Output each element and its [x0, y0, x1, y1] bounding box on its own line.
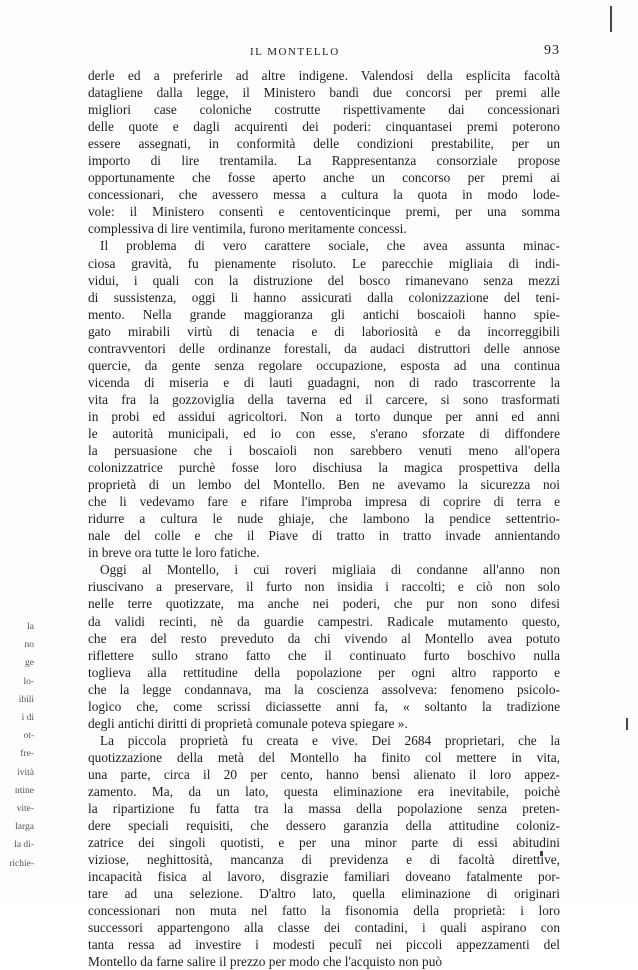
text-line: dere speciali requisiti, che dessero garanzia della attitudine coloniz- [88, 818, 560, 834]
text-line: di sussistenza, oggi li hanno assicurati dalla colonizzazione del teni- [88, 289, 560, 305]
text-line: toglieva alla rettitudine della popolazione per ogni altro rapporto e [88, 664, 560, 680]
text-line: ridurre a cultura le nude ghiaje, che lambono la pendice settentrio- [88, 511, 560, 527]
text-line: nelle terre quotizzate, ma anche nei poderi, che pur non sono difesi [88, 596, 560, 612]
margin-note: no [24, 640, 34, 651]
text-line: mento. Nella grande maggioranza gli antichi boscaioli hanno spie- [88, 306, 560, 322]
margin-note: la [27, 622, 34, 632]
text-line: quercie, da gente senza regolare occupazione, esposta ad una continua [88, 357, 560, 373]
text-line: complessiva di lire ventimila, furono meritamente concessi. [88, 221, 407, 237]
margin-bleed-through-text [0, 618, 34, 873]
margin-note: vite- [16, 804, 34, 815]
scan-edge-mark-top [610, 6, 612, 32]
text-line: essere assegnati, in conformità delle condizioni prestabilite, per un [88, 136, 560, 152]
scan-edge-mark-right [626, 718, 628, 730]
body-text [88, 67, 560, 970]
text-line: proprietà di un lembo del Montello. Ben ne avevamo la sicurezza noi [88, 477, 560, 493]
running-head [90, 43, 560, 62]
text-line: ciosa gravità, fu pienamente risoluto. Le parecchie migliaia di indi- [88, 255, 560, 271]
margin-note: la di- [14, 840, 34, 851]
text-line: Il problema di vero carattere sociale, che avea assunta minac- [100, 238, 560, 254]
text-line: viziose, neghittosità, mancanza di previdenza e di facoltà direttive, [88, 852, 560, 868]
text-line: La piccola proprietà fu creata e vive. Dei 2684 proprietari, che la [100, 732, 560, 748]
text-line: incapacità fisica al lavoro, disgrazie familiari doveano fatalmente por- [88, 869, 560, 885]
text-line: logico che, come scrissi diciassette anni fa, « soltanto la tradizione [88, 698, 560, 714]
text-line: in breve ora tutte le loro fatiche. [88, 545, 260, 561]
running-title: IL MONTELLO [250, 46, 340, 58]
text-line: concessionari non muta nel fatto la fisonomia della proprietà: i loro [88, 903, 560, 919]
text-line: la ripartizione fu fatta tra la massa della popolazione senza preten- [88, 801, 560, 817]
text-line: tare ad una selezione. D'altro lato, quella eliminazione di originari [88, 886, 560, 902]
margin-note: ge [25, 658, 34, 669]
text-line: in probi ed assidui agricoltori. Non a torto dunque per anni ed anni [88, 408, 560, 424]
text-line: contravventori delle ordinanze forestali, da audaci distruttori delle annose [88, 340, 560, 356]
text-line: le autorità municipali, ed io con esse, s'erano sforzate di diffondere [88, 425, 560, 441]
margin-note: fre- [20, 749, 34, 760]
text-line: colonizzatrice purchè fosse loro dischiusa la magica prospettiva della [88, 460, 560, 476]
text-line: derle ed a preferirle ad altre indigene. Valendosi della esplicita facoltà [88, 68, 560, 83]
text-line: che era del resto preveduto da chi vivendo al Montello avea potuto [88, 630, 560, 646]
margin-note: ività [17, 767, 34, 778]
margin-note: larga [15, 822, 34, 833]
text-line: Montello da farne salire il prezzo per modo che l'acquisto non può [88, 954, 443, 970]
text-line: riflettere sullo strano fatto che il continuato furto boschivo nulla [88, 647, 560, 663]
text-line: importo di lire trentamila. La Rappresentanza consorziale propose [88, 153, 560, 169]
text-line: successori appartengono alla classe dei contadini, i quali aspirano con [88, 920, 560, 936]
margin-note: richie- [9, 858, 34, 869]
text-line: vicenda di miseria e di lauti guadagni, non di rado trascorrente la [88, 374, 560, 390]
margin-note: ibili [18, 694, 34, 705]
text-line: zatrice dei singoli quotisti, e per una minor parte di essi abitudini [88, 835, 560, 851]
text-line: Oggi al Montello, i cui roveri migliaia di condanne all'anno non [100, 562, 560, 578]
text-line: riuscivano a preservare, il furto non insidia i raccolti; e ciò non solo [88, 579, 560, 595]
text-line: migliori case coloniche costrutte rispettivamente dai concessionari [88, 102, 560, 118]
text-line: che li vedevamo fare e rifare l'improba impresa di coprire di terra e [88, 494, 560, 510]
text-line: tanta ressa ad investire i modesti peculî nei piccoli appezzamenti del [88, 937, 560, 953]
text-line: una parte, circa il 20 per cento, hanno bensì alienato il loro appez- [88, 766, 560, 782]
text-line: vole: il Ministero consentì e centoventicinque premi, per una somma [88, 204, 560, 220]
text-line: opportunamente che fosse aperto anche un concorso per premi ai [88, 170, 560, 186]
text-line: nale del colle e che il Piave di tratto in tratto invade annientando [88, 528, 560, 544]
margin-note: i di [21, 713, 34, 724]
text-line: degli antichi diritti di proprietà comunale poteva spiegare ». [88, 715, 408, 731]
text-line: vita fra la gozzoviglia della taverna ed il carcere, si sono trasformati [88, 391, 560, 407]
text-line: delle quote e dagli acquirenti dei poderi: cinquantasei premi poterono [88, 119, 560, 135]
margin-note: ot- [23, 731, 34, 742]
text-line: zamento. Ma, da un lato, questa eliminazione era inevitabile, poichè [88, 783, 560, 799]
margin-note: lo- [23, 676, 34, 687]
page-number: 93 [544, 43, 560, 58]
text-line: gato mirabili virtù di tenacia e di laboriosità e da incorreggibili [88, 323, 560, 339]
text-line: da validi recinti, nè da guardie campestri. Radicale mutamento questo, [88, 613, 560, 629]
text-line: datagliene dalla legge, il Ministero bandì due concorsi per premi alle [88, 85, 560, 101]
text-line: concessionari, che avessero messa a cultura la quota in modo lode- [88, 187, 560, 203]
margin-note: ntine [15, 785, 34, 796]
text-line: quotizzazione della metà del Montello ha finito col mettere in vita, [88, 749, 560, 765]
text-line: vidui, i quali con la distruzione del bosco rimanevano senza mezzi [88, 272, 560, 288]
text-line: la persuasione che i boscaioli non sarebbero venuti meno all'opera [88, 443, 560, 459]
text-line: che la legge condannava, ma la coscienza assolveva: fenomeno psicolo- [88, 681, 560, 697]
